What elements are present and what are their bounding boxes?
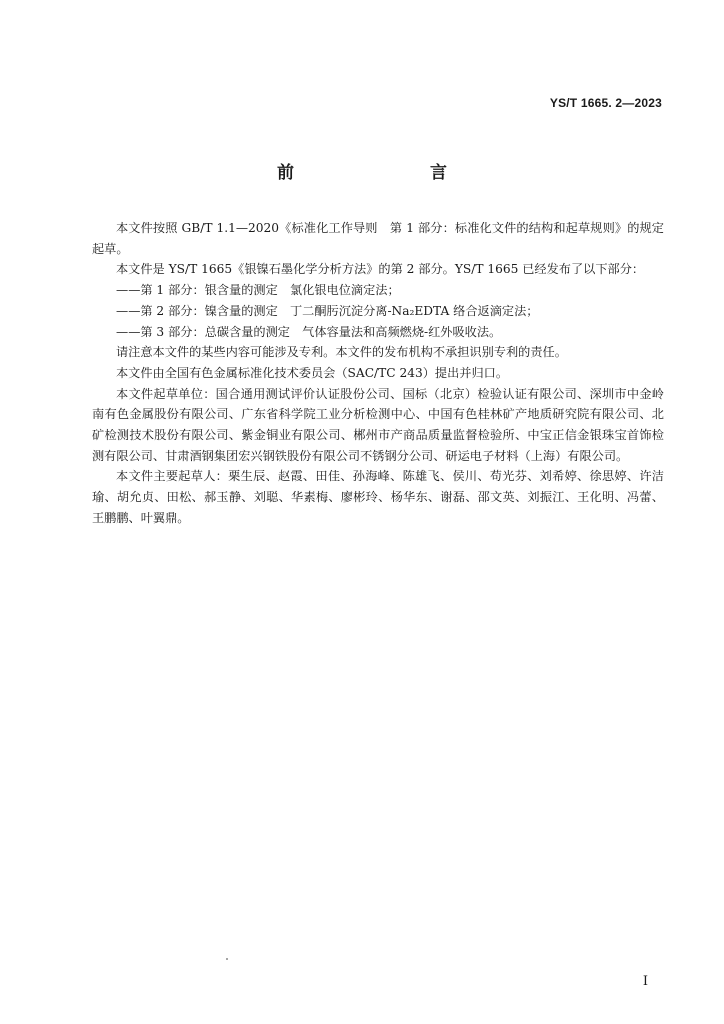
document-code: YS/T 1665. 2—2023 [549,96,662,110]
document-body [92,218,664,529]
paragraph-committee: 本文件由全国有色金属标准化技术委员会（SAC/TC 243）提出并归口。 [116,365,509,380]
paragraph-drafting-rules: 本文件按照 GB/T 1.1—2020《标准化工作导则 第 1 部分：标准化文件的结构和起草规则》的规定起草。 [92,221,664,256]
list-item-part-2: ——第 2 部分：镍含量的测定 丁二酮肟沉淀分离-Na₂EDTA 络合返滴定法； [116,303,539,318]
paragraph-drafting-units: 本文件起草单位：国合通用测试评价认证股份公司、国标（北京）检验认证有限公司、深圳市中金岭南有色金属股份有限公司、广东省科学院工业分析检测中心、中国有色桂林矿产地质研究院有限公司、北矿检测技术股份有限公司、紫金铜业有限公司、郴州市产商品质量监督检验所、中宝正信金银珠宝首饰检测有限公司、甘肃酒钢集团宏兴钢铁股份有限公司不锈钢分公司、研运电子材料（上海）有限公司。 [92,386,664,463]
paragraph-patent-notice: 请注意本文件的某些内容可能涉及专利。本文件的发布机构不承担识别专利的责任。 [116,345,567,360]
paragraph-series-intro: 本文件是 YS/T 1665《银镍石墨化学分析方法》的第 2 部分。YS/T 1665 已经发布了以下部分： [116,262,645,277]
paragraph-drafters: 本文件主要起草人：栗生辰、赵霞、田佳、孙海峰、陈雄飞、侯川、苟光芬、刘希婷、徐思婷、许洁瑜、胡允贞、田松、郝玉静、刘聪、华素梅、廖彬玲、杨华东、谢磊、邵文英、刘振江、王化明、冯蕾、王鹏鹏、叶翼鼎。 [92,469,664,525]
page-title: 前 言 [277,163,481,183]
scan-speck [226,958,228,960]
page-number: I [642,974,648,989]
list-item-part-3: ——第 3 部分：总碳含量的测定 气体容量法和高频燃烧-红外吸收法。 [116,324,502,339]
list-item-part-1: ——第 1 部分：银含量的测定 氯化银电位滴定法； [116,283,400,298]
